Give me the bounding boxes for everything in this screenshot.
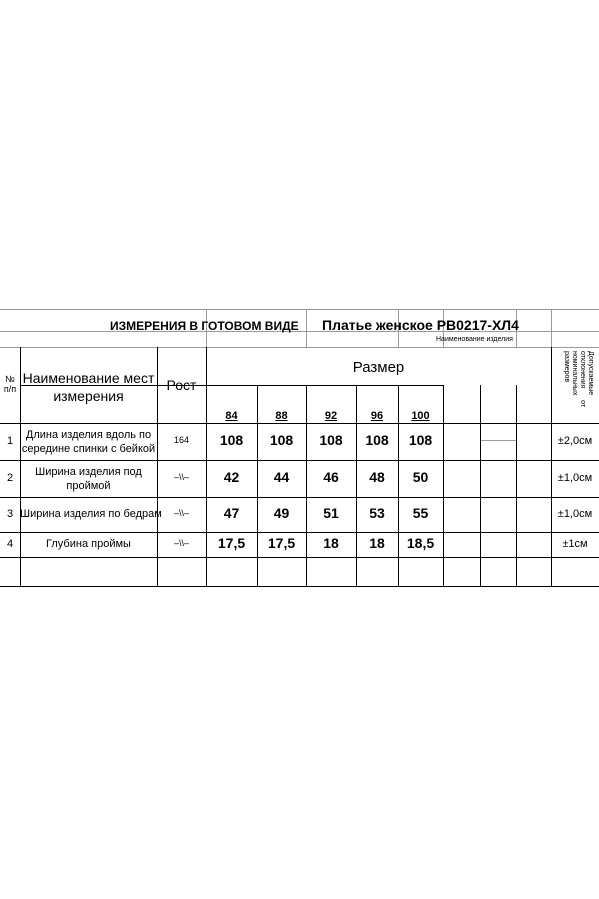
row-value: 17,5: [267, 535, 296, 551]
row-value: 46: [323, 469, 339, 485]
row-tolerance: ±2,0см: [557, 435, 593, 447]
measurement-table: [0, 309, 599, 589]
column-size-header: Размер: [352, 359, 405, 376]
grid-line: [480, 385, 481, 586]
column-tolerance-header: Допускаемые отклонения от номинальных размеров: [563, 351, 594, 408]
grid-line: [0, 460, 599, 461]
row-name: Глубина проймы: [46, 538, 131, 550]
row-height: 164: [173, 435, 190, 445]
row-name: Ширина изделия по бедрам: [20, 508, 162, 520]
column-name-header: Наименование мест измерения: [22, 370, 155, 404]
grid-line: [306, 309, 307, 347]
grid-line: [0, 532, 599, 533]
grid-line: [551, 309, 552, 347]
column-height-header: Рост: [166, 377, 197, 393]
product-name: Платье женское РВ0217-ХЛ4: [322, 317, 519, 333]
row-height: –\\–: [173, 472, 189, 482]
grid-line: [0, 557, 599, 558]
size-label: 88: [275, 410, 288, 422]
row-value: 53: [369, 505, 385, 521]
row-value: 17,5: [217, 535, 246, 551]
row-value: 18,5: [406, 535, 435, 551]
grid-line: [0, 309, 599, 310]
row-number: 3: [6, 508, 14, 520]
product-caption: Наименование изделия: [436, 336, 513, 343]
row-tolerance: ±1,0см: [557, 472, 593, 484]
row-name: Ширина изделия под проймой: [35, 466, 142, 492]
row-value: 48: [369, 469, 385, 485]
row-name: Длина изделия вдоль по середине спинки с бейкой: [21, 429, 156, 455]
row-value: 50: [412, 469, 429, 485]
row-value: 18: [369, 535, 385, 551]
grid-line: [0, 423, 599, 424]
row-value: 44: [273, 469, 290, 485]
row-value: 108: [219, 432, 244, 448]
grid-line: [480, 440, 516, 441]
row-value: 108: [408, 432, 433, 448]
row-tolerance: ±1см: [562, 538, 588, 550]
grid-line: [0, 497, 599, 498]
row-height: –\\–: [173, 538, 189, 548]
row-value: 108: [365, 432, 389, 448]
row-value: 55: [412, 505, 429, 521]
row-number: 2: [6, 472, 14, 484]
row-number: 1: [6, 435, 14, 447]
row-height: –\\–: [173, 508, 189, 518]
row-value: 108: [269, 432, 294, 448]
grid-line: [551, 347, 552, 586]
row-number: 4: [6, 538, 14, 550]
row-value: 108: [319, 432, 343, 448]
row-value: 42: [223, 469, 240, 485]
grid-line: [516, 385, 517, 586]
grid-line: [443, 385, 444, 586]
size-label: 84: [225, 410, 238, 422]
row-value: 49: [273, 505, 290, 521]
row-value: 47: [223, 505, 240, 521]
size-label: 96: [370, 410, 384, 422]
document-title: ИЗМЕРЕНИЯ В ГОТОВОМ ВИДЕ: [110, 319, 299, 333]
size-label: 100: [411, 410, 430, 422]
size-label: 92: [324, 410, 338, 422]
column-no-header: № п/п: [3, 374, 17, 394]
row-value: 18: [323, 535, 339, 551]
grid-line: [0, 586, 599, 587]
row-tolerance: ±1,0см: [557, 508, 593, 520]
row-value: 51: [323, 505, 339, 521]
grid-line: [0, 347, 599, 348]
